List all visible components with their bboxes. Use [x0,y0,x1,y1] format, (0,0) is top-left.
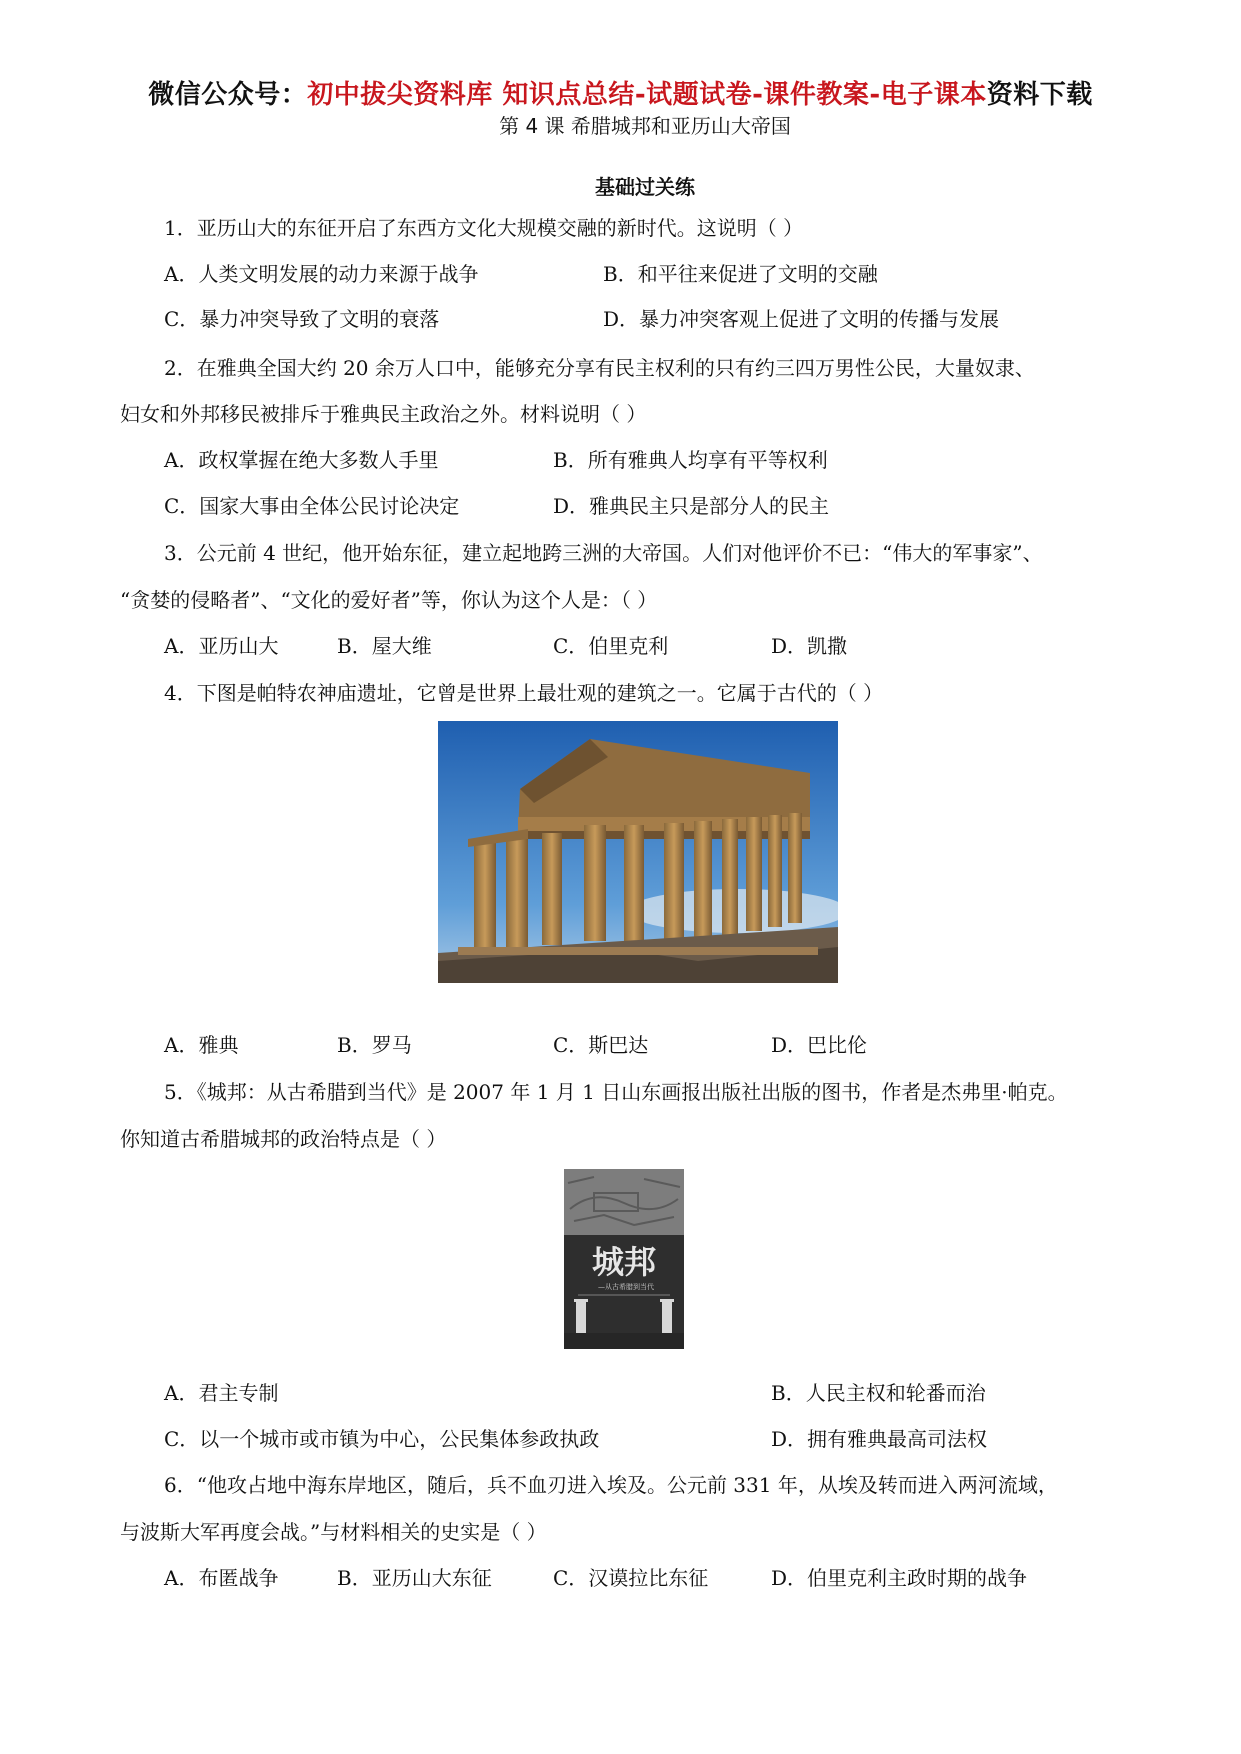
question-3-option-b: B．屋大维 [337,634,432,658]
header-suffix: 资料下载 [986,80,1093,110]
question-4-option-b: B．罗马 [337,1033,412,1057]
question-6-option-c: C．汉谟拉比东征 [553,1566,709,1590]
question-5-option-c: C．以一个城市或市镇为中心，公民集体参政执政 [164,1427,600,1451]
question-2-option-c: C．国家大事由全体公民讨论决定 [164,494,460,518]
question-2-line-1: 2．在雅典全国大约 20 余万人口中，能够充分享有民主权利的只有约三四万男性公民，大量奴隶、 [164,356,1035,380]
question-2-option-b: B．所有雅典人均享有平等权利 [553,448,828,472]
question-6-line-1: 6．“他攻占地中海东岸地区，随后，兵不血刃进入埃及。公元前 331 年，从埃及转而进入两河流域， [164,1473,1058,1497]
question-4-line-1: 4．下图是帕特农神庙遗址，它曾是世界上最壮观的建筑之一。它属于古代的（ ） [164,681,884,705]
question-6-line-2: 与波斯大军再度会战。”与材料相关的史实是（ ） [120,1520,547,1544]
question-3-line-2: “贪婪的侵略者”、“文化的爱好者”等，你认为这个人是：（ ） [120,588,658,612]
question-2-line-2: 妇女和外邦移民被排斥于雅典民主政治之外。材料说明（ ） [120,402,647,426]
question-1-option-a: A．人类文明发展的动力来源于战争 [164,262,479,286]
question-4-option-d: D．巴比伦 [771,1033,868,1057]
book-cover-image [564,1169,684,1349]
lesson-title: 第 4 课 希腊城邦和亚历山大帝国 [499,114,791,138]
question-5-option-b: B．人民主权和轮番而治 [771,1381,986,1405]
header-red-text: 初中拔尖资料库 知识点总结-试题试卷-课件教案-电子课本 [307,80,987,110]
question-3-option-c: C．伯里克利 [553,634,669,658]
question-1-option-c: C．暴力冲突导致了文明的衰落 [164,307,440,331]
question-3-option-a: A．亚历山大 [164,634,279,658]
question-5-line-1: 5．《城邦：从古希腊到当代》是 2007 年 1 月 1 日山东画报出版社出版的图书，作者是杰弗里·帕克。 [164,1080,1068,1104]
question-3-option-d: D．凯撒 [771,634,848,658]
question-2-option-d: D．雅典民主只是部分人的民主 [553,494,830,518]
question-6-option-a: A．布匿战争 [164,1566,279,1590]
question-2-option-a: A．政权掌握在绝大多数人手里 [164,448,439,472]
header-banner [0,74,1241,111]
book-cover-subtitle: —从古希腊到当代 [598,1283,654,1291]
question-3-line-1: 3．公元前 4 世纪，他开始东征，建立起地跨三洲的大帝国。人们对他评价不已：“伟大的军事家”、 [164,541,1043,565]
question-1-option-d: D．暴力冲突客观上促进了文明的传播与发展 [603,307,1000,331]
question-5-option-d: D．拥有雅典最高司法权 [771,1427,988,1451]
parthenon-photo [438,721,838,983]
question-5-line-2: 你知道古希腊城邦的政治特点是（ ） [120,1127,447,1151]
question-6-option-d: D．伯里克利主政时期的战争 [771,1566,1028,1590]
question-4-option-c: C．斯巴达 [553,1033,649,1057]
question-6-option-b: B．亚历山大东征 [337,1566,492,1590]
question-1-option-b: B．和平往来促进了文明的交融 [603,262,878,286]
book-cover-title: 城邦 [591,1243,657,1281]
header-prefix: 微信公众号： [148,80,308,110]
question-5-option-a: A．君主专制 [164,1381,279,1405]
question-1-line-1: 1．亚历山大的东征开启了东西方文化大规模交融的新时代。这说明（ ） [164,216,804,240]
section-title: 基础过关练 [595,175,695,199]
question-4-option-a: A．雅典 [164,1033,239,1057]
